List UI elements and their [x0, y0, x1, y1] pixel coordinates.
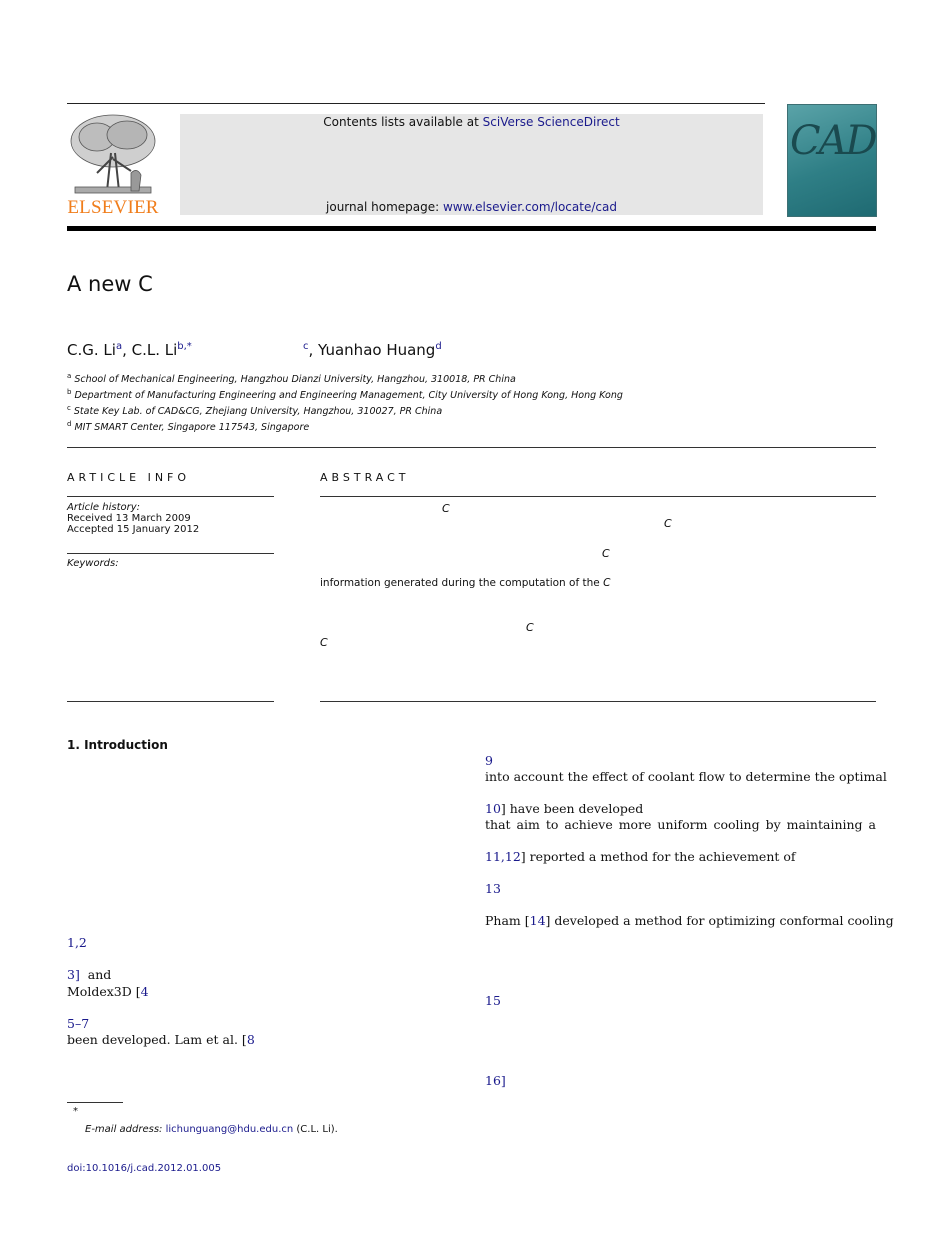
citation-ref[interactable]: 9: [485, 753, 493, 768]
abstract-symbol: C: [664, 517, 672, 530]
citation-ref[interactable]: 8: [246, 1032, 255, 1047]
citation-ref[interactable]: 13: [485, 881, 501, 896]
body-text: ] have been developed: [500, 801, 644, 816]
abstract-symbol: C: [602, 547, 610, 560]
author-3-affil-ref[interactable]: c: [303, 341, 309, 352]
author-1: C.G. Li: [67, 341, 116, 359]
abstract-heading: ABSTRACT: [320, 471, 410, 484]
citation-ref[interactable]: 3]: [67, 967, 80, 982]
email-suffix: (C.L. Li).: [293, 1124, 338, 1135]
received-date: Received 13 March 2009: [67, 513, 191, 524]
history-label: Article history:: [67, 502, 141, 513]
abstract-symbol: C: [320, 636, 328, 649]
affiliation-key: c: [67, 404, 71, 412]
affiliation-c: [67, 404, 442, 417]
article-history: [67, 502, 199, 535]
abstract-symbol: C: [442, 502, 450, 515]
affiliation-text: School of Mechanical Engineering, Hangzhou Dianzi University, Hangzhou, 310018, PR China: [74, 374, 516, 386]
homepage-line: [180, 200, 763, 214]
author-4: , Yuanhao Huang: [308, 341, 436, 359]
journal-homepage-link[interactable]: www.elsevier.com/locate/cad: [442, 200, 617, 214]
citation-ref[interactable]: 16: [485, 1073, 501, 1088]
author-1-affil-ref[interactable]: a: [115, 341, 123, 352]
abstract-line-text: information generated during the computation of the: [320, 577, 604, 589]
section-rule: [67, 447, 876, 448]
keywords-block: [67, 558, 119, 569]
email-link[interactable]: lichunguang@hdu.edu.cn: [165, 1124, 294, 1135]
footnote-email: [85, 1124, 338, 1135]
abstract-line: [320, 577, 610, 589]
body-text: been developed. Lam et al. [: [67, 1032, 247, 1047]
body-line: [485, 1073, 506, 1088]
author-2: , C.L. Li: [122, 341, 178, 359]
citation-ref[interactable]: 15: [485, 993, 501, 1008]
citation-ref[interactable]: 14: [529, 913, 546, 928]
abstract-rule: [320, 496, 876, 497]
footnote-rule: [67, 1102, 123, 1103]
body-line: [485, 849, 796, 864]
affiliation-key: b: [67, 388, 72, 396]
citation-ref[interactable]: 11,12: [485, 849, 521, 864]
affiliation-text: MIT SMART Center, Singapore 117543, Singapore: [74, 422, 310, 434]
affiliation-key: a: [67, 372, 72, 380]
author-4-affil-ref[interactable]: d: [435, 341, 442, 352]
author-2-affil-ref[interactable]: b,*: [177, 341, 192, 352]
body-text: ] developed a method for optimizing conformal cooling: [545, 913, 894, 928]
title-text: A new C: [67, 272, 153, 296]
affiliation-a: [67, 372, 516, 385]
keywords-label: Keywords:: [67, 558, 119, 569]
header-thick-rule: [67, 226, 876, 231]
sciencedirect-link[interactable]: SciVerse ScienceDirect: [482, 115, 620, 129]
homepage-prefix: journal homepage:: [326, 200, 443, 214]
doi-link[interactable]: doi:10.1016/j.cad.2012.01.005: [67, 1163, 222, 1174]
authors-line: [67, 341, 192, 359]
email-label: E-mail address:: [85, 1124, 166, 1135]
publisher-name: ELSEVIER: [67, 197, 159, 218]
citation-ref[interactable]: 10: [485, 801, 501, 816]
affiliation-b: [67, 388, 623, 401]
abstract-symbol: C: [526, 621, 534, 634]
citation-ref[interactable]: 4: [140, 984, 149, 999]
abstract-symbol: C: [603, 577, 611, 589]
paper-title: [67, 272, 153, 296]
body-line: into account the effect of coolant flow to determine the optimal: [485, 769, 887, 784]
affiliation-text: Department of Manufacturing Engineering and Engineering Management, City University of Hong Kong, Hong Kong: [74, 390, 623, 402]
body-text: and: [87, 967, 112, 982]
body-line: [67, 984, 149, 999]
abstract-bottom-rule: [320, 701, 876, 702]
citation-bracket: ]: [500, 1073, 506, 1088]
pham-line-start: [485, 913, 546, 928]
affiliation-d: [67, 420, 309, 433]
contents-prefix: Contents lists available at: [323, 115, 483, 129]
body-text: ] reported a method for the achievement of: [520, 849, 796, 864]
header-top-rule: [67, 103, 765, 104]
body-text: Pham [: [485, 913, 530, 928]
body-line: [485, 801, 643, 816]
citation-ref[interactable]: 5–7: [67, 1016, 90, 1031]
contents-line: [180, 115, 763, 129]
footnote-star: *: [73, 1106, 78, 1117]
keywords-rule: [67, 553, 274, 554]
affiliation-key: d: [67, 420, 72, 428]
accepted-date: Accepted 15 January 2012: [67, 524, 200, 535]
article-info-heading: ARTICLE INFO: [67, 471, 191, 484]
citation-ref[interactable]: 1,2: [67, 935, 87, 950]
article-info-rule: [67, 496, 274, 497]
body-line: [485, 913, 894, 928]
body-line: [67, 967, 111, 982]
introduction-heading: 1. Introduction: [67, 738, 168, 752]
article-info-bottom-rule: [67, 701, 274, 702]
cover-title: CAD: [790, 118, 876, 164]
authors-line-cont: [303, 341, 442, 359]
tree-icon: [67, 113, 159, 197]
affiliation-text: State Key Lab. of CAD&CG, Zhejiang University, Hangzhou, 310027, PR China: [73, 406, 443, 418]
body-text: Moldex3D [: [67, 984, 141, 999]
body-line: that aim to achieve more uniform cooling by maintaining a: [485, 817, 876, 832]
body-line: [67, 1032, 255, 1047]
